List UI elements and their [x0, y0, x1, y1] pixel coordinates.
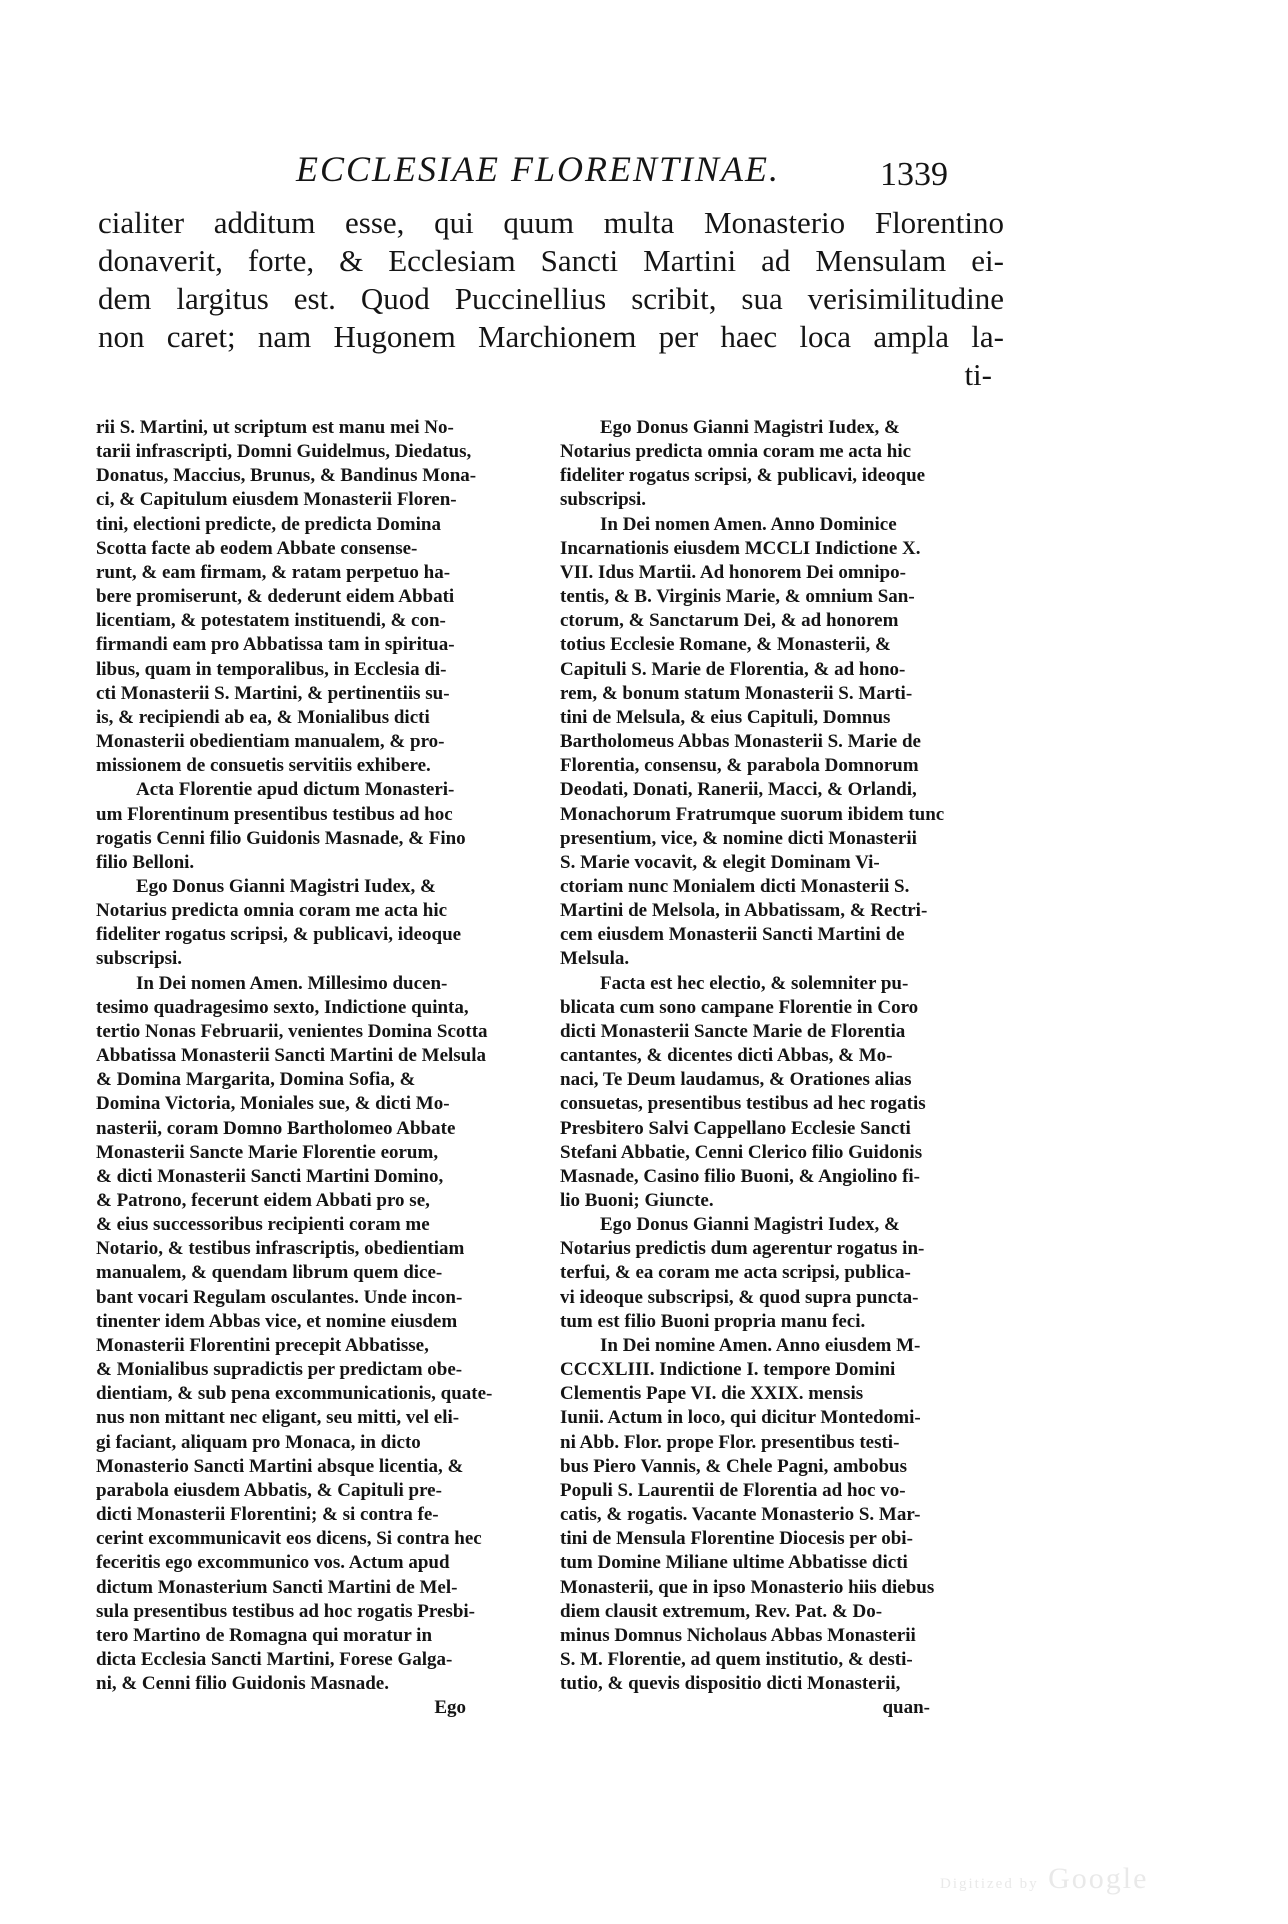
text-line: tentis, & B. Virginis Marie, & omnium San-: [560, 586, 915, 608]
text-line: S. M. Florentie, ad quem institutio, & desti-: [560, 1648, 913, 1670]
text-line: Ego Donus Gianni Magistri Iudex, &: [600, 417, 900, 438]
intro-paragraph: [98, 204, 1004, 394]
text-line: Scotta facte ab eodem Abbate consense-: [96, 537, 418, 559]
text-line: & Patrono, fecerunt eidem Abbati pro se,: [96, 1190, 430, 1211]
text-line: bere promiserunt, & dederunt eidem Abbati: [96, 586, 455, 608]
catchword: quan-: [882, 1697, 930, 1719]
text-line: Domina Victoria, Moniales sue, & dicti Mo-: [96, 1093, 450, 1115]
text-line: catis, & rogatis. Vacante Monasterio S. Mar-: [560, 1504, 921, 1526]
text-line: ctorum, & Sanctarum Dei, & ad honorem: [560, 610, 899, 632]
text-line: totius Ecclesie Romane, & Monasterii, &: [560, 634, 891, 656]
text-line: manualem, & quendam librum quem dice-: [96, 1262, 443, 1284]
text-line: Masnade, Casino filio Buoni, & Angiolino fi-: [560, 1165, 921, 1187]
text-line: Martini de Melsola, in Abbatissam, & Rectri-: [560, 900, 928, 922]
text-line: blicata cum sono campane Florentie in Coro: [560, 996, 919, 1018]
left-column: [96, 416, 526, 1720]
text-line: firmandi eam pro Abbatissa tam in spiritua-: [96, 634, 455, 656]
text-line: tini de Melsula, & eius Capituli, Domnus: [560, 706, 891, 728]
text-line: rii S. Martini, ut scriptum est manu mei No-: [96, 417, 454, 438]
watermark-name: Google: [1048, 1862, 1149, 1895]
text-line: tertio Nonas Februarii, venientes Domina Scotta: [96, 1020, 488, 1042]
text-line: is, & recipiendi ab ea, & Monialibus dicti: [96, 706, 430, 728]
page-number: 1339: [880, 156, 948, 193]
text-line: dicti Monasterii Sancte Marie de Florentia: [560, 1020, 906, 1042]
text-line: ni, & Cenni filio Guidonis Masnade.: [96, 1673, 389, 1695]
text-line: tini de Mensula Florentine Diocesis per obi-: [560, 1528, 913, 1550]
text-line: tero Martino de Romagna qui moratur in: [96, 1624, 433, 1646]
text-line: cantantes, & dicentes dicti Abbas, & Mo-: [560, 1045, 893, 1067]
text-line: cerint excommunicavit eos dicens, Si contra hec: [96, 1528, 482, 1550]
text-line: vi ideoque subscripsi, & quod supra puncta-: [560, 1286, 919, 1308]
text-line: diem clausit extremum, Rev. Pat. & Do-: [560, 1600, 883, 1622]
text-line: um Florentinum presentibus testibus ad hoc: [96, 803, 453, 825]
text-line: presentium, vice, & nomine dicti Monasterii: [560, 827, 917, 849]
text-line: Donatus, Maccius, Brunus, & Bandinus Mona-: [96, 465, 477, 487]
text-line: cem eiusdem Monasterii Sancti Martini de: [560, 924, 905, 946]
text-line: Presbitero Salvi Cappellano Ecclesie Sancti: [560, 1117, 911, 1139]
text-line: Abbatissa Monasterii Sancti Martini de Melsula: [96, 1045, 487, 1067]
text-line: Acta Florentie apud dictum Monasteri-: [136, 779, 455, 801]
text-line: In Dei nomine Amen. Anno eiusdem M-: [600, 1334, 921, 1356]
text-line: ni Abb. Flor. prope Flor. presentibus testi-: [560, 1431, 900, 1453]
text-line: ci, & Capitulum eiusdem Monasterii Floren-: [96, 489, 457, 511]
text-line: Iunii. Actum in loco, qui dicitur Montedomi-: [560, 1407, 921, 1429]
text-line: filio Belloni.: [96, 851, 195, 873]
text-line: Notarius predicta omnia coram me acta hic: [560, 441, 912, 463]
text-line: rogatis Cenni filio Guidonis Masnade, & Fino: [96, 827, 466, 849]
text-line: rem, & bonum statum Monasterii S. Marti-: [560, 682, 913, 704]
text-line: Populi S. Laurentii de Florentia ad hoc vo-: [560, 1479, 906, 1501]
intro-line: donaverit, forte, & Ecclesiam Sancti Martini ad Mensulam ei-: [98, 243, 1004, 278]
text-line: Melsula.: [560, 948, 630, 970]
text-line: Capituli S. Marie de Florentia, & ad hono-: [560, 658, 906, 680]
text-line: lio Buoni; Giuncte.: [560, 1190, 714, 1211]
text-line: tum est filio Buoni propria manu feci.: [560, 1310, 866, 1332]
text-line: ctoriam nunc Monialem dicti Monasterii S.: [560, 875, 910, 897]
text-line: Florentia, consensu, & parabola Domnorum: [560, 755, 919, 777]
text-line: consuetas, presentibus testibus ad hec rogatis: [560, 1093, 926, 1115]
digitized-by-google-watermark: [940, 1862, 1148, 1896]
intro-line: ti-: [964, 357, 992, 392]
text-line: tarii infrascripti, Domni Guidelmus, Diedatus,: [96, 441, 472, 463]
text-line: Notarius predictis dum agerentur rogatus in-: [560, 1238, 925, 1260]
text-line: In Dei nomen Amen. Anno Dominice: [600, 513, 897, 535]
text-line: tini, electioni predicte, de predicta Domina: [96, 513, 441, 535]
text-line: tum Domine Miliane ultime Abbatisse dicti: [560, 1552, 908, 1574]
right-column: [560, 416, 990, 1720]
text-line: dientiam, & sub pena excommunicationis, quate-: [96, 1383, 493, 1405]
intro-line: cialiter additum esse, qui quum multa Monasterio Florentino: [98, 205, 1004, 240]
text-line: Bartholomeus Abbas Monasterii S. Marie de: [560, 731, 921, 753]
text-line: Monasterii Florentini precepit Abbatisse,: [96, 1334, 429, 1356]
text-line: bant vocari Regulam osculantes. Unde incon-: [96, 1286, 463, 1308]
text-line: Monasterio Sancti Martini absque licentia, &: [96, 1455, 464, 1477]
text-line: tinenter idem Abbas vice, et nomine eiusdem: [96, 1310, 458, 1332]
text-line: licentiam, & potestatem instituendi, & con-: [96, 610, 446, 632]
text-line: gi faciant, aliquam pro Monaca, in dicto: [96, 1431, 421, 1453]
text-line: naci, Te Deum laudamus, & Orationes alias: [560, 1069, 912, 1091]
text-line: parabola eiusdem Abbatis, & Capituli pre-: [96, 1479, 442, 1501]
text-line: Ego Donus Gianni Magistri Iudex, &: [600, 1214, 900, 1236]
text-line: VII. Idus Martii. Ad honorem Dei omnipo-: [560, 561, 906, 583]
text-line: minus Domnus Nicholaus Abbas Monasterii: [560, 1624, 916, 1646]
text-line: & Domina Margarita, Domina Sofia, &: [96, 1069, 416, 1091]
text-line: tesimo quadragesimo sexto, Indictione quinta,: [96, 996, 469, 1018]
watermark-prefix: Digitized by: [940, 1876, 1039, 1892]
text-line: subscripsi.: [560, 489, 647, 511]
text-line: fideliter rogatus scripsi, & publicavi, ideoque: [96, 924, 462, 946]
text-line: feceritis ego excommunico vos. Actum apud: [96, 1552, 450, 1574]
text-line: Incarnationis eiusdem MCCLI Indictione X.: [560, 537, 921, 559]
text-line: missionem de consuetis servitiis exhibere.: [96, 755, 431, 777]
text-line: Monasterii obedientiam manualem, & pro-: [96, 731, 445, 753]
text-line: CCCXLIII. Indictione I. tempore Domini: [560, 1359, 896, 1381]
text-line: libus, quam in temporalibus, in Ecclesia di-: [96, 658, 447, 680]
text-line: nus non mittant nec eligant, seu mitti, vel eli-: [96, 1407, 460, 1429]
text-line: terfui, & ea coram me acta scripsi, publica-: [560, 1262, 911, 1284]
intro-line: non caret; nam Hugonem Marchionem per haec loca ampla la-: [98, 319, 1004, 354]
text-line: Notarius predicta omnia coram me acta hic: [96, 900, 448, 922]
text-line: Monasterii Sancte Marie Florentie eorum,: [96, 1141, 439, 1163]
text-line: sula presentibus testibus ad hoc rogatis Presbi-: [96, 1600, 475, 1622]
text-line: Deodati, Donati, Ranerii, Macci, & Orlandi,: [560, 779, 917, 801]
text-line: tutio, & quevis dispositio dicti Monasterii,: [560, 1673, 901, 1695]
text-line: nasterii, coram Domno Bartholomeo Abbate: [96, 1117, 456, 1139]
text-line: In Dei nomen Amen. Millesimo ducen-: [136, 972, 448, 994]
text-line: dictum Monasterium Sancti Martini de Mel-: [96, 1576, 458, 1598]
text-line: dicta Ecclesia Sancti Martini, Forese Galga-: [96, 1648, 453, 1670]
text-line: Monasterii, que in ipso Monasterio hiis diebus: [560, 1576, 935, 1598]
text-line: Clementis Pape VI. die XXIX. mensis: [560, 1383, 864, 1405]
text-line: & eius successoribus recipienti coram me: [96, 1214, 430, 1236]
text-line: bus Piero Vannis, & Chele Pagni, ambobus: [560, 1455, 908, 1477]
text-line: & dicti Monasterii Sancti Martini Domino,: [96, 1165, 444, 1187]
text-line: subscripsi.: [96, 948, 183, 970]
text-line: S. Marie vocavit, & elegit Dominam Vi-: [560, 851, 880, 873]
catchword: Ego: [434, 1697, 466, 1719]
text-line: Notario, & testibus infrascriptis, obedientiam: [96, 1238, 465, 1260]
text-line: Facta est hec electio, & solemniter pu-: [600, 972, 909, 994]
text-line: Monachorum Fratrumque suorum ibidem tunc: [560, 803, 945, 825]
text-line: Stefani Abbatie, Cenni Clerico filio Guidonis: [560, 1141, 923, 1163]
intro-line: dem largitus est. Quod Puccinellius scribit, sua verisimilitudine: [98, 281, 1004, 316]
text-line: dicti Monasterii Florentini; & si contra fe-: [96, 1504, 439, 1526]
running-title: ECCLESIAE FLORENTINAE.: [296, 149, 780, 189]
text-line: runt, & eam firmam, & ratam perpetuo ha-: [96, 561, 451, 583]
text-line: cti Monasterii S. Martini, & pertinentiis su-: [96, 682, 450, 704]
text-line: & Monialibus supradictis per predictam obe-: [96, 1359, 463, 1381]
text-line: fideliter rogatus scripsi, & publicavi, ideoque: [560, 465, 926, 487]
text-line: Ego Donus Gianni Magistri Iudex, &: [136, 875, 436, 897]
